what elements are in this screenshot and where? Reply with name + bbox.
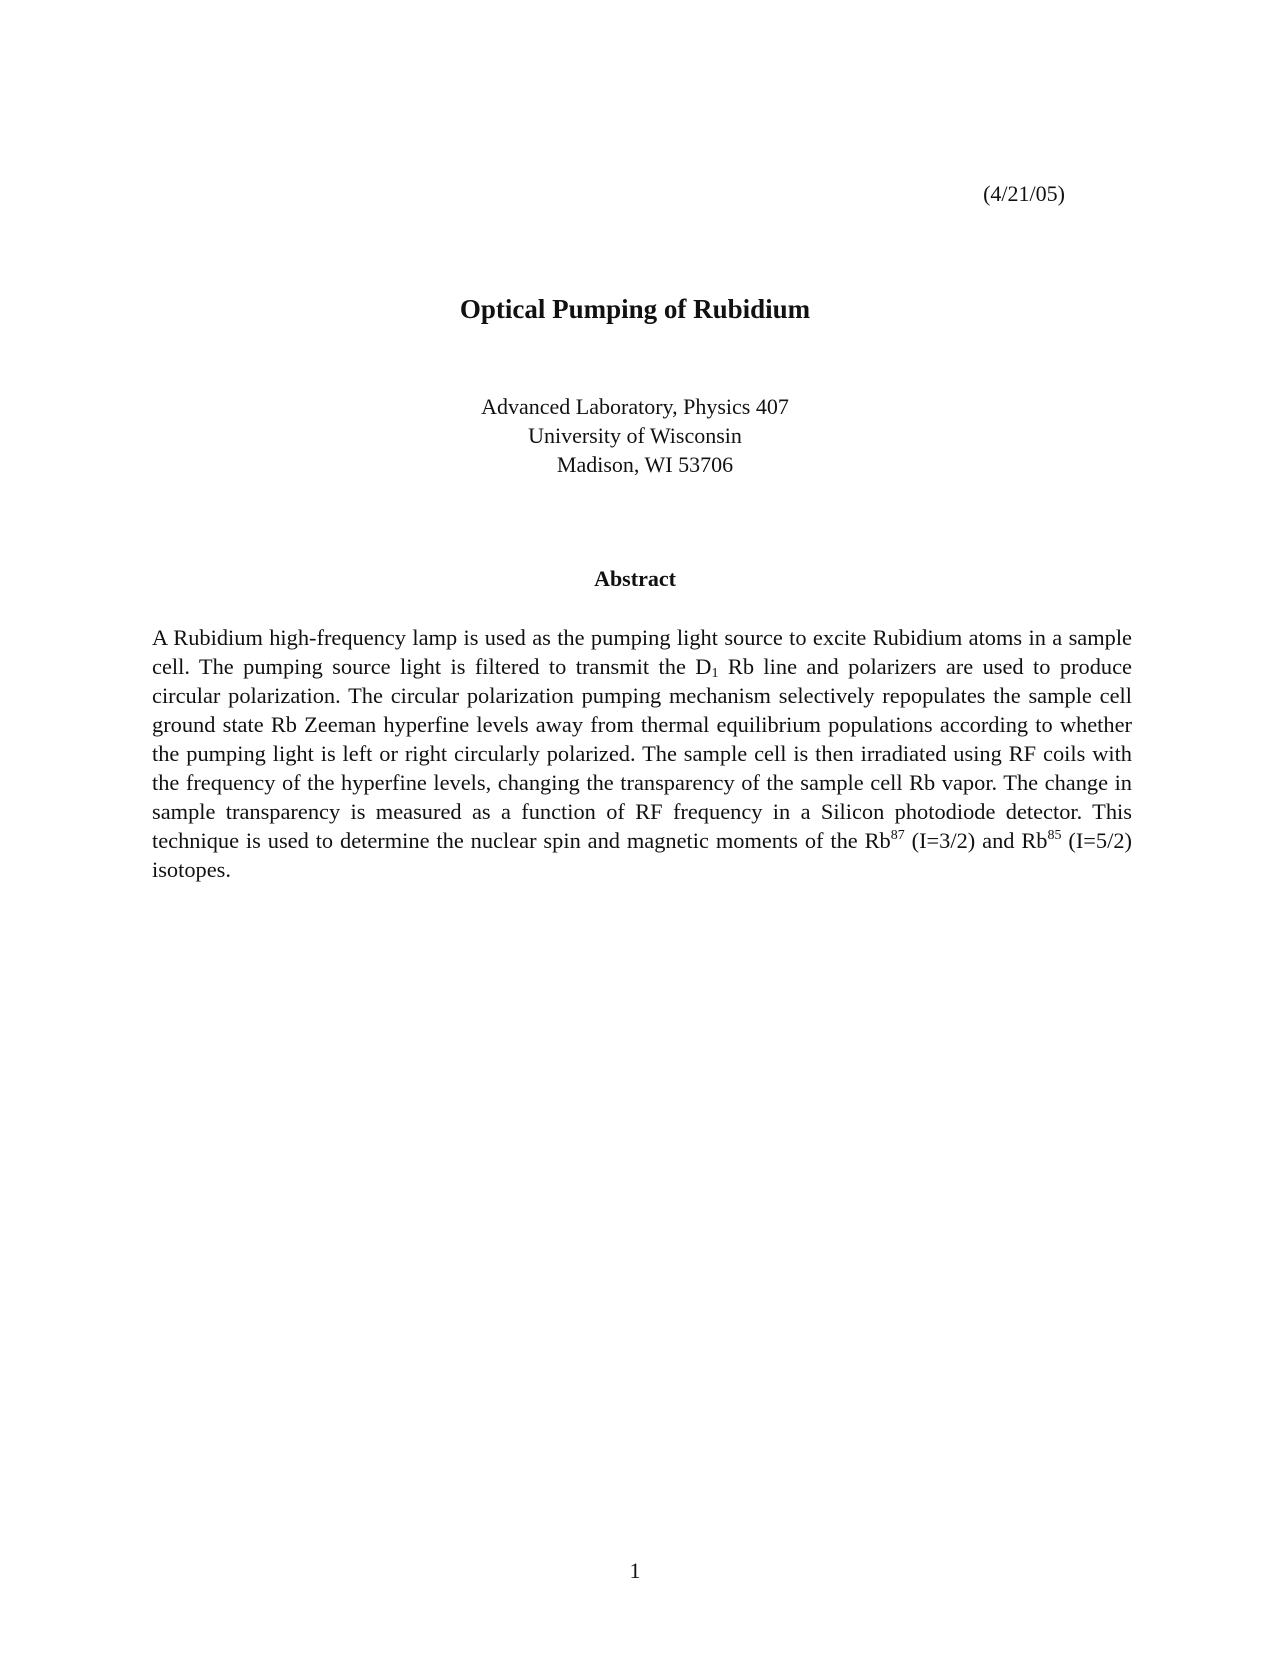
abstract-text-part-1: A Rubidium high-frequency lamp is used as the pumping light source to excite Rubidium atoms in a sample cell. The pumping source light is filtered to transmit the D	[152, 625, 1132, 679]
affiliation-address: Madison, WI 53706	[556, 452, 734, 477]
affiliation-block	[0, 392, 1280, 479]
affiliation-department: Advanced Laboratory, Physics 407	[481, 394, 789, 419]
abstract-text	[152, 623, 1132, 884]
isotope-85-superscript: 85	[1047, 828, 1062, 843]
isotope-87-superscript: 87	[890, 828, 905, 843]
abstract-text-part-2: Rb line and polarizers are used to produce circular polarization. The circular polarization pumping mechanism selectively repopulates the sample cell ground state Rb Zeeman hyperfine levels away from thermal equilibrium populations according to whether the pumping light is left or right circularly polarized. The sample cell is then irradiated using RF coils with the frequency of the hyperfine levels, changing the transparency of the sample cell Rb vapor. The change in sample transparency is measured as a function of RF frequency in a Silicon photodiode detector. This technique is used to determine the nuclear spin and magnetic moments of the Rb	[152, 654, 1132, 853]
abstract-text-part-4: (I=5/2) isotopes.	[152, 828, 1133, 882]
affiliation-university: University of Wisconsin	[528, 423, 742, 448]
document-date: (4/21/05)	[983, 181, 1065, 206]
d-line-subscript: 1	[711, 666, 719, 681]
paper-title: Optical Pumping of Rubidium	[459, 294, 811, 324]
page-number: 1	[629, 1558, 641, 1583]
abstract-text-part-3: (I=3/2) and Rb	[904, 828, 1048, 853]
abstract-heading: Abstract	[594, 566, 676, 591]
